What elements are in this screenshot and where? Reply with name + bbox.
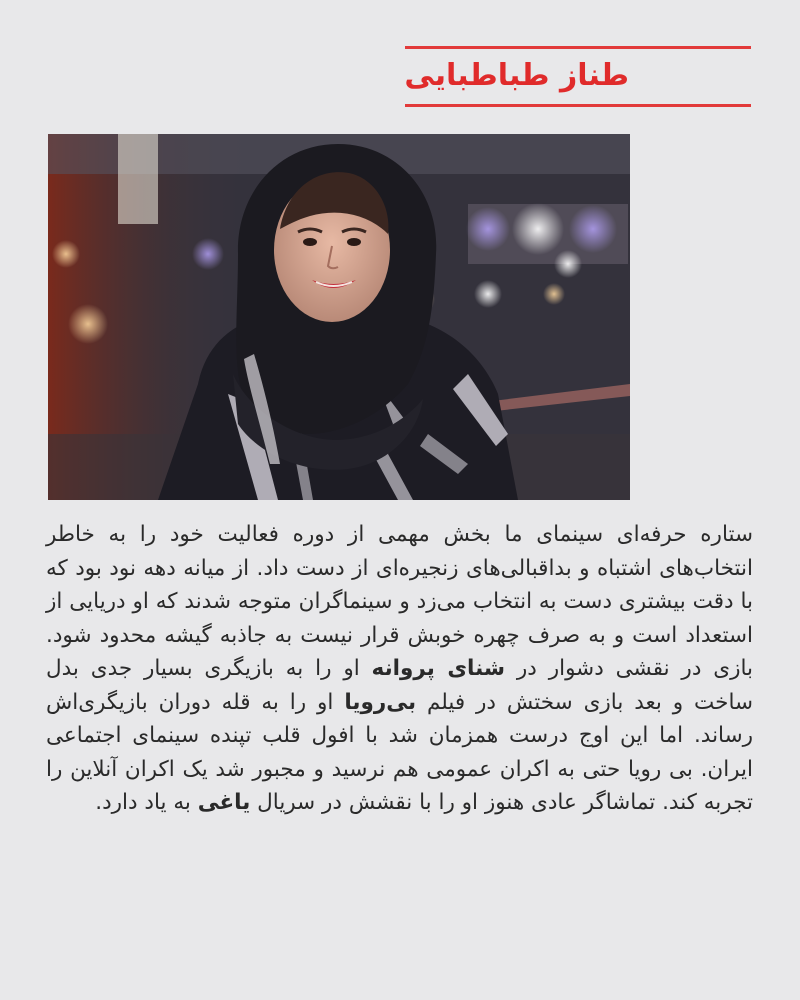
page-title: طناز طباطبایی: [404, 58, 629, 93]
title-block: [405, 46, 751, 108]
article-text-1: ستاره حرفه‌ای سینمای ما بخش مهمی از دوره فعالیت خود را به خاطر انتخاب‌های اشتباه و بداقبالی‌های زنجیره‌ای از دست داد. از میانه دهه نود بود که با دقت بیشتری دست به انتخاب می‌زد و سینماگران متوجه شدند که او دریایی از استعداد است و به صرف چهره خوبش قرار نیست به جاذبه گیشه محدود شود. بازی در نقشی دشوار در: [46, 522, 753, 681]
film-title-butterfly: شنای پروانه: [371, 656, 506, 681]
film-title-bi-roya: بی‌رویا: [344, 689, 417, 715]
title-rule-top: [405, 46, 751, 49]
article-text-4: به یاد دارد.: [95, 790, 191, 815]
title-rule-bottom: [405, 104, 751, 107]
portrait-illustration: [48, 134, 630, 500]
series-title-yaghi: یاغی: [197, 790, 251, 815]
article-text-2: او را به بازیگری بسیار جدی بدل ساخت و بعد بازی سختش در فیلم: [46, 656, 754, 715]
article-body: [46, 518, 753, 820]
article-text-3: او را به قله دوران بازیگری‌اش رساند. اما این اوج درست همزمان شد با افول قلب تپنده سینمای اجتماعی ایران. بی رویا حتی به اکران عمومی هم نرسید و مجبور شد یک اکران آنلاین را تجربه کند. تماشاگر عادی هنوز او را با نقشش در سریال: [46, 689, 753, 815]
portrait-photo: [48, 134, 630, 500]
